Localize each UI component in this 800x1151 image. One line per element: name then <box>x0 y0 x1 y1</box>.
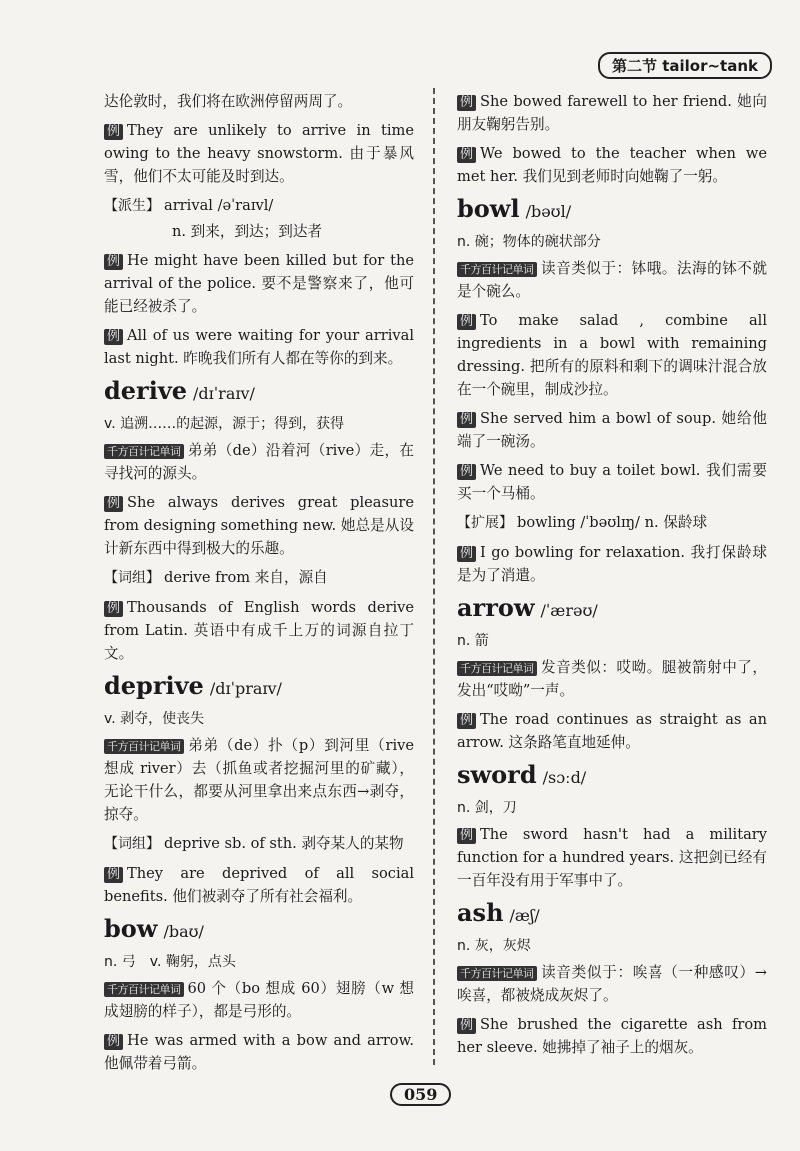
example-badge: 例 <box>457 546 476 562</box>
memory-badge: 千方百计记单词 <box>457 661 537 676</box>
memory-line: 千方百计记单词 读音类似于：唉喜（一种感叹）→唉喜，都被烧成灰烬了。 <box>457 964 767 1004</box>
example-line: 例 He was armed with a bow and arrow. 他佩带着弓箭。 <box>104 1032 414 1072</box>
definition: n. 剑，刀 <box>457 800 517 816</box>
example-line: 例 All of us were waiting for your arrival last night. 昨晚我们所有人都在等你的到来。 <box>104 327 414 367</box>
example-line: 例 We bowed to the teacher when we met her. 我们见到老师时向她鞠了一躬。 <box>457 145 767 185</box>
example-badge: 例 <box>457 713 476 729</box>
example-line: 例 They are unlikely to arrive in time owing to the heavy snowstorm. 由于暴风雪，他们不太可能及时到达。 <box>104 122 414 185</box>
example-line: 例 The sword hasn't had a military function for a hundred years. 这把剑已经有一百年没有用于军事中了。 <box>457 826 767 889</box>
phrase-line: 【词组】 deprive sb. of sth. 剥夺某人的某物 <box>104 835 404 852</box>
example-line: 例 She brushed the cigarette ash from her sleeve. 她拂掉了袖子上的烟灰。 <box>457 1016 767 1056</box>
memory-badge: 千方百计记单词 <box>104 982 184 997</box>
headword-sword: sword /sɔːd/ <box>457 760 587 789</box>
memory-badge: 千方百计记单词 <box>104 444 184 459</box>
headword-ash: ash /æʃ/ <box>457 898 540 927</box>
example-badge: 例 <box>104 1034 123 1050</box>
example-badge: 例 <box>457 147 476 163</box>
memory-line: 千方百计记单词 60 个（bo 想成 60）翅膀（w 想成翅膀的样子），都是弓形的。 <box>104 980 414 1020</box>
memory-line: 千方百计记单词 弟弟（de）扑（p）到河里（rive 想成 river）去（抓鱼或者挖掘河里的矿藏），无论干什么，都要从河里拿出来点东西→剥夺，掠夺。 <box>104 737 414 823</box>
memory-line: 千方百计记单词 读音类似于：钵哦。法海的钵不就是个碗么。 <box>457 260 767 300</box>
example-line: 例 To make salad , combine all ingredients in a bowl with remaining dressing. 把所有的原料和剩下的调味汁混合放在一个碗里，制成沙拉。 <box>457 312 767 398</box>
definition: v. 剥夺，使丧失 <box>104 711 205 727</box>
definition: n. 碗；物体的碗状部分 <box>457 234 601 250</box>
example-line: 例 He might have been killed but for the arrival of the police. 要不是警察来了，他可能已经被杀了。 <box>104 252 414 315</box>
memory-badge: 千方百计记单词 <box>104 739 184 754</box>
section-header: 第二节 tailor~tank <box>598 52 772 79</box>
example-line: 例 She bowed farewell to her friend. 她向朋友鞠躬告别。 <box>457 93 767 133</box>
example-badge: 例 <box>457 464 476 480</box>
left-column <box>104 90 414 1071</box>
definition: n. 灰，灰烬 <box>457 938 531 954</box>
memory-line: 千方百计记单词 弟弟（de）沿着河（rive）走，在寻找河的源头。 <box>104 442 414 482</box>
example-line: 例 We need to buy a toilet bowl. 我们需要买一个马桶。 <box>457 462 767 502</box>
example-line: 例 They are deprived of all social benefits. 他们被剥夺了所有社会福利。 <box>104 865 414 905</box>
example-line: 例 The road continues as straight as an arrow. 这条路笔直地延伸。 <box>457 711 767 751</box>
example-badge: 例 <box>104 329 123 345</box>
headword-arrow: arrow /ˈærəʊ/ <box>457 593 598 622</box>
derived-line: 【派生】 arrival /əˈraɪvl/ <box>104 197 274 214</box>
headword-bowl: bowl /bəʊl/ <box>457 194 572 223</box>
derived-meaning: n. 到来，到达；到达者 <box>172 223 323 240</box>
memory-badge: 千方百计记单词 <box>457 262 537 277</box>
example-badge: 例 <box>104 124 123 140</box>
extension-line: 【扩展】 bowling /ˈbəʊlɪŋ/ n. 保龄球 <box>457 514 708 531</box>
example-badge: 例 <box>104 496 123 512</box>
example-badge: 例 <box>104 254 123 270</box>
example-badge: 例 <box>457 828 476 844</box>
definition: n. 箭 <box>457 633 489 649</box>
example-line: 例 Thousands of English words derive from Latin. 英语中有成千上万的词源自拉丁文。 <box>104 599 414 662</box>
example-badge: 例 <box>457 314 476 330</box>
memory-line: 千方百计记单词 发音类似：哎呦。腿被箭射中了，发出“哎呦”一声。 <box>457 659 767 699</box>
example-badge: 例 <box>457 95 476 111</box>
column-divider <box>433 88 435 1065</box>
example-line: 例 She always derives great pleasure from designing something new. 她总是从设计新东西中得到极大的乐趣。 <box>104 494 414 557</box>
example-badge: 例 <box>457 1018 476 1034</box>
definition: v. 追溯……的起源，源于；得到，获得 <box>104 416 345 432</box>
definition: n. 弓 v. 鞠躬，点头 <box>104 954 236 970</box>
example-badge: 例 <box>104 601 123 617</box>
headword-derive: derive /dɪˈraɪv/ <box>104 376 255 405</box>
example-line: 例 She served him a bowl of soup. 她给他端了一碗汤。 <box>457 410 767 450</box>
example-badge: 例 <box>104 867 123 883</box>
headword-bow: bow /baʊ/ <box>104 914 204 943</box>
example-badge: 例 <box>457 412 476 428</box>
memory-badge: 千方百计记单词 <box>457 966 537 981</box>
example-line: 例 I go bowling for relaxation. 我打保龄球是为了消遣。 <box>457 544 767 584</box>
phrase-line: 【词组】 derive from 来自，源自 <box>104 569 328 586</box>
headword-deprive: deprive /dɪˈpraɪv/ <box>104 671 282 700</box>
text-line: 达伦敦时，我们将在欧洲停留两周了。 <box>104 93 353 110</box>
right-column <box>457 90 767 1071</box>
page-number: 059 <box>390 1083 451 1106</box>
